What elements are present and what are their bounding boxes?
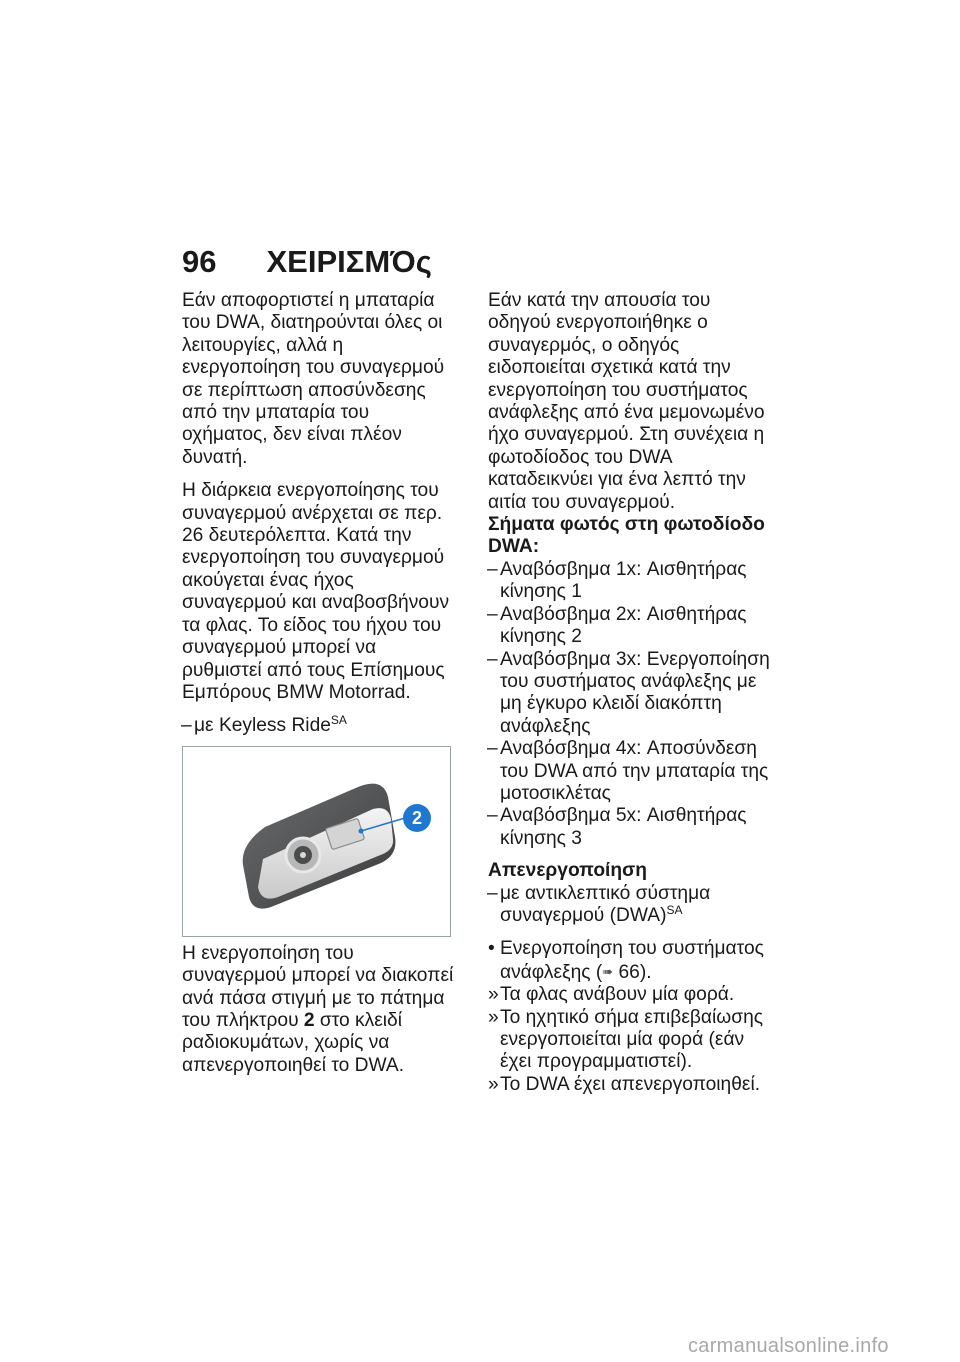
condition-dwa bbox=[488, 883, 773, 928]
watermark: carmanualsonline.info bbox=[688, 1335, 889, 1357]
signal-item bbox=[488, 649, 773, 739]
result-marker: » bbox=[488, 984, 499, 1006]
callout-button-2: 2 bbox=[403, 804, 431, 832]
text-fragment: στο κλειδί ραδιοκυμάτων, χωρίς να απενεργοποιηθεί το DWA. bbox=[182, 1009, 405, 1076]
text-fragment: ). bbox=[639, 961, 652, 983]
result-marker: » bbox=[488, 1006, 499, 1028]
signal-text: Αναβόσβημα 1x: Αισθητήρας κίνησης 1 bbox=[500, 558, 747, 603]
dash-marker: – bbox=[487, 648, 498, 670]
result-text: Το ηχητικό σήμα επιβεβαίωσης ενεργοποιείται μία φορά (εάν έχει προγραμματιστεί). bbox=[500, 1006, 764, 1073]
dash-marker: – bbox=[487, 558, 498, 580]
deactivation-heading: Απενεργοποίηση bbox=[488, 860, 647, 882]
dash-marker: – bbox=[181, 715, 192, 737]
signal-text: Αναβόσβημα 3x: Ενεργοποίηση του συστήματος ανάφλεξης με μη έγκυρο κλειδί διακόπτη ανάφλεξης bbox=[500, 648, 770, 737]
signal-text: Αναβόσβημα 5x: Αισθητήρας κίνησης 3 bbox=[500, 805, 747, 849]
paragraph-alarm-notification: Εάν κατά την απουσία του οδηγού ενεργοποιήθηκε ο συναγερμός, ο οδηγός ειδοποιείται σχετικά κατά την ενεργοποίηση του συστήματος ανάφλεξης από ένα μεμονωμένο ήχο συναγερμού. Στη συνέχεια η φωτοδίοδος του DWA καταδεικνύει για ένα λεπτό την αιτία του συναγερμού. bbox=[488, 290, 765, 513]
page-reference-arrow-icon: ➠ bbox=[602, 963, 614, 979]
signal-text: Αναβόσβημα 2x: Αισθητήρας κίνησης 2 bbox=[500, 603, 747, 648]
signal-item bbox=[488, 559, 773, 604]
condition-text: με Keyless Ride bbox=[194, 715, 331, 737]
step-action bbox=[488, 938, 773, 984]
result-text: Το DWA έχει απενεργοποιηθεί. bbox=[500, 1073, 761, 1095]
left-column bbox=[182, 290, 457, 1088]
keyless-ride-key-figure bbox=[182, 746, 451, 937]
signal-text: Αναβόσβημα 4x: Αποσύνδεση του DWA από την μπαταρία της μοτοσικλέτας bbox=[500, 738, 769, 804]
text-fragment: Η ενεργοποίηση του συναγερμού μπορεί να διακοπεί ανά πάσα στιγμή με το πάτημα του πλήκτρου bbox=[182, 942, 454, 1031]
signal-item bbox=[488, 604, 773, 649]
dash-marker: – bbox=[487, 882, 498, 904]
sa-superscript: SA bbox=[330, 713, 347, 728]
signal-item bbox=[488, 805, 773, 850]
step-result bbox=[488, 1007, 773, 1074]
button-reference-number: 2 bbox=[303, 1009, 315, 1031]
page-header bbox=[182, 244, 432, 280]
result-marker: » bbox=[488, 1073, 499, 1095]
sa-superscript: SA bbox=[666, 902, 683, 917]
radio-key-illustration-icon bbox=[183, 747, 450, 936]
right-column bbox=[488, 290, 773, 1096]
dash-marker: – bbox=[487, 805, 498, 827]
deactivation-steps bbox=[488, 938, 773, 1096]
condition-text: με αντικλεπτικό σύστημα συναγερμού (DWA) bbox=[500, 882, 711, 926]
step-result bbox=[488, 1074, 773, 1096]
step-result bbox=[488, 984, 773, 1006]
page-reference-link[interactable]: 66 bbox=[613, 961, 640, 983]
bullet-marker: • bbox=[488, 938, 495, 960]
chapter-title: ΧΕΙΡΙΣΜΌς bbox=[266, 244, 432, 279]
paragraph-battery: Εάν αποφορτιστεί η μπαταρία του DWA, διατηρούνται όλες οι λειτουργίες, αλλά η ενεργοποίηση του συναγερμού σε περίπτωση αποσύνδεσης από την μπαταρία του οχήματος, δεν είναι πλέον δυνατή. bbox=[182, 290, 445, 468]
result-text: Τα φλας ανάβουν μία φορά. bbox=[500, 984, 735, 1006]
signals-list bbox=[488, 559, 773, 850]
text-fragment: Ενεργοποίηση του συστήματος ανάφλεξης ( bbox=[500, 938, 764, 983]
page-number: 96 bbox=[182, 244, 217, 279]
dash-marker: – bbox=[487, 603, 498, 625]
signals-heading: Σήματα φωτός στη φωτοδίοδο DWA: bbox=[488, 514, 765, 558]
paragraph-alarm-duration: Η διάρκεια ενεργοποίησης του συναγερμού ανέρχεται σε περ. 26 δευτερόλεπτα. Κατά την ενεργοποίηση του συναγερμού ακούγεται ένας ήχος συναγερμού και αναβοσβήνουν τα φλας. Το είδος του ήχου του συναγερμού μπορεί να ρυθμιστεί από τους Επίσημους Εμπόρους BMW Motorrad. bbox=[182, 480, 450, 703]
condition-keyless-ride bbox=[182, 715, 457, 737]
dash-marker: – bbox=[487, 738, 498, 760]
paragraph-interrupt-alarm bbox=[182, 943, 457, 1077]
signal-item bbox=[488, 738, 773, 805]
